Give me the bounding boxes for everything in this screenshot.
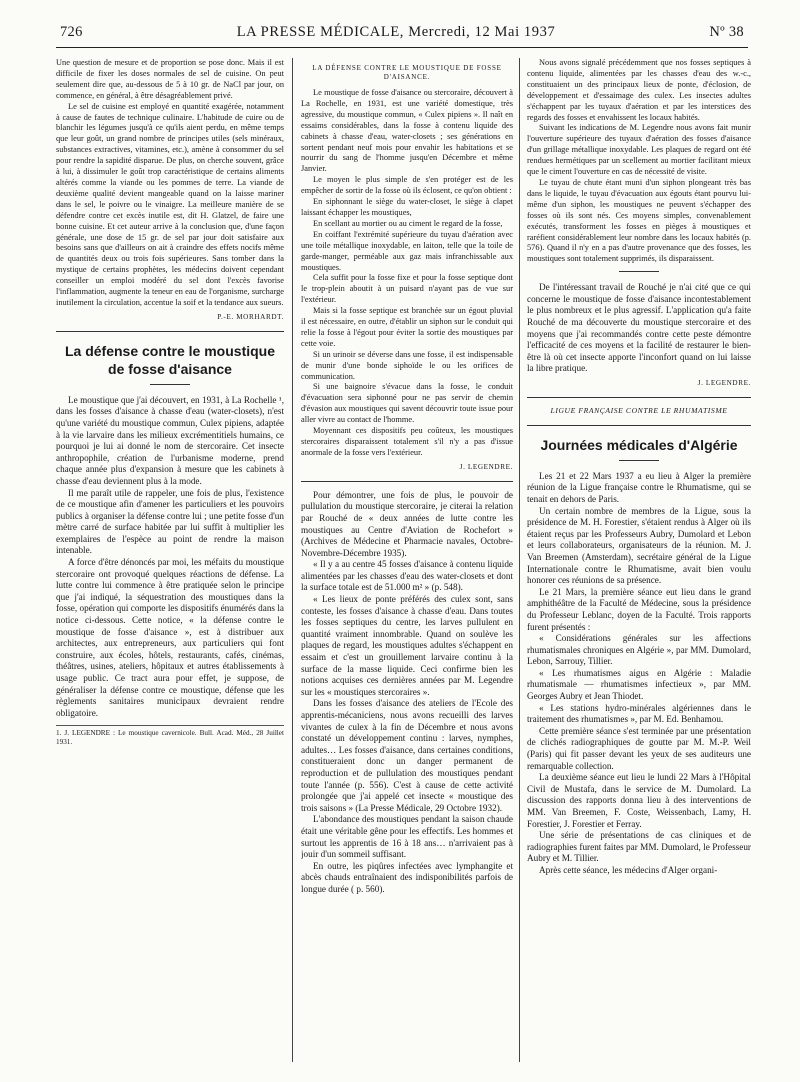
header-rule (56, 47, 748, 48)
column-2 (301, 58, 513, 1062)
article-title: Journées médicales d'Algérie (540, 436, 738, 453)
article-separator (56, 331, 284, 332)
paragraph: « Les stations hydro-minérales algériennes dans le traitement des rhumatismes », par M. Ed. Benhamou. (527, 702, 751, 725)
paragraph: Le moustique de fosse d'aisance ou stercoraire, découvert à La Rochelle, en 1931, est une variété domestique, très agressive, du moustique commun, « Culex pipiens ». Il naît en essaims considérables, dans la fosse à contenu liquide des cabinets à chasse d'eau, water-closets ; ses générations en sortent pendant neuf mois pour envahir les habitations et se nourrir du sang de l'homme jusqu'en Décembre et même Janvier. (301, 88, 513, 174)
article-title: La défense contre le moustique de fosse d'aisance (64, 342, 276, 377)
notice-title: LA DÉFENSE CONTRE LE MOUSTIQUE DE FOSSE D'AISANCE. (312, 64, 502, 81)
paragraph: Cela suffit pour la fosse fixe et pour la fosse septique dont le trop-plein aboutit à un puisard n'ayant pas de vue sur l'extérieur. (301, 273, 513, 305)
paragraph: Nous avons signalé précédemment que nos fosses septiques à contenu liquide, alimentées par les chasses d'eau des w.-c., constituaient un des principaux lieux de ponte, d'éclosion, de développement et d'essaimage des culex. Les insectes adultes s'échappent par les tuyaux d'aération et par les interstices des regards des fosses et envahissent les locaux habités. (527, 58, 751, 122)
paragraph: Le 21 Mars, la première séance eut lieu dans le grand amphithéâtre de la Faculté de Médecine, sous la présidence du Professeur Leblanc, doyen de la Faculté. Trois rapports furent présentés : (527, 586, 751, 632)
article-separator (527, 397, 751, 398)
heading-rule (527, 425, 751, 426)
paragraph: « Les rhumatismes aigus en Algérie : Maladie rhumatismale — rhumatismes infectieux », par MM. Georges Aubry et Jean Thiodet. (527, 667, 751, 702)
paragraph: En siphonnant le siège du water-closet, le siège à clapet laissant échapper les moustiques, (301, 197, 513, 217)
paragraph: « Considérations générales sur les affections rhumatismales chroniques en Algérie », par MM. Dumolard, Lebon, Sarrouy, Tillier. (527, 633, 751, 667)
paragraph: En scellant au mortier ou au ciment le regard de la fosse, (313, 218, 503, 228)
footnote: 1. J. LEGENDRE : Le moustique cavernicole. Bull. Acad. Méd., 28 Juillet 1931. (56, 725, 284, 747)
column-3 (527, 58, 751, 1062)
paragraph: « Les lieux de ponte préférés des culex sont, sans conteste, les fosses d'aisance à chasse d'eau. Dans toutes les fosses septiques du centre, les larves pullulent en quantité vraiment innombrable. Quand on soulève les plaques de regard, les moustiques adultes s'échappent en essaim et c'est un grouillement larvaire continu à la surface de la masse liquide. Ceci confirme bien les notions acquises ces dernières années par M. Legendre sur les « moustiques stercoraires ». (301, 594, 513, 697)
issue-number: Nº 38 (709, 24, 744, 40)
author-signature: P.-E. MORHARDT. (217, 312, 284, 321)
conclusion-paragraph: De l'intéressant travail de Rouché je n'ai cité que ce qui concerne le moustique de fosse d'aisance incontestablement le plus nombreux et le plus agressif. L'application qu'a faite Rouché de ma découverte du moustique stercoraire et des moyens que j'ai recommandés contre cette peste démontre l'efficacité de ces moyens et la facilité de restaurer le bien-être là où cet insecte apporte l'inconfort quand on lui laisse la libre pratique. (527, 282, 751, 374)
paragraph: En outre, les piqûres infectées avec lymphangite et abcès chauds entraînaient des indisponibilités parfois de longue durée ( p. 560). (301, 860, 513, 894)
paragraph: Suivant les indications de M. Legendre nous avons fait munir l'ouverture supérieure des tuyaux d'aération des fosses d'aisance d'un grillage métallique inoxydable. Les plaques de regard ont été rendues hermétiques par un scellement au mortier facilitant mieux que le ciment l'ouverture en cas de nécessité de visite. (527, 123, 751, 177)
paragraph: Un certain nombre de membres de la Ligue, sous la présidence de M. H. Forestier, s'étaient rendus à Alger où ils étaient reçus par les Professeurs Aubry, Dumolard et Lebon et leurs collaborateurs, organisateurs de la réunion. M. J. Van Breemen (Amsterdam), secrétaire général de la Ligue Internationale contre le Rhumatisme, avait bien voulu honorer ces réunions de sa présence. (527, 505, 751, 586)
column-divider (519, 58, 520, 1062)
paragraph: Cette première séance s'est terminée par une présentation de clichés radiographiques de goutte par M. M.-P. Weil (Paris) qui fit passer devant les yeux de ses auditeurs une remarquable collection. (527, 725, 751, 771)
paragraph: Pour démontrer, une fois de plus, le pouvoir de pullulation du moustique stercoraire, je citerai la relation par Rouché de « deux années de lutte contre les moustiques au Centre d'Aviation de Rochefort » (Archives de Médecine et Pharmacie navales, Octobre-Novembre-Décembre 1935). (301, 489, 513, 558)
paragraph: Après cette séance, les médecins d'Alger organi- (539, 864, 718, 875)
paragraph: Mais si la fosse septique est branchée sur un égout pluvial il est nécessaire, en outre, d'établir un siphon sur le conduit qui relie la fosse à l'égout pour éviter la sortie des moustiques par cette voie. (301, 306, 513, 348)
column-1 (56, 58, 284, 1062)
paragraph: Les 21 et 22 Mars 1937 a eu lieu à Alger la première réunion de la Ligue française contre le Rhumatisme, qui se tenait en dehors de Paris. (527, 470, 751, 504)
paragraph: Le moustique que j'ai découvert, en 1931, à La Rochelle ¹, dans les fosses d'aisance à chasse d'eau (water-closets), n'est qu'une variété du moustique commun, Culex pipiens, adaptée à la vie larvaire dans les milieux excrémentitiels humains, ce pourquoi je lui ai donné le nom de stercoraire. Cet insecte anthropophile, création de l'urbanisme moderne, prend chaque année plus d'expansion à mesure que les cabinets à chasse d'eau deviennent plus à la mode. (56, 394, 284, 486)
paragraph: L'abondance des moustiques pendant la saison chaude était une véritable gêne pour les effectifs. Les hommes et surtout les apprentis de 16 à 18 ans… n'arrivaient pas à jouir d'un sommeil suffisant. (301, 814, 513, 860)
author-signature: J. LEGENDRE. (459, 462, 513, 471)
notice-separator (301, 481, 513, 482)
section-rule (619, 271, 659, 272)
paragraph: Si un urinoir se déverse dans une fosse, il est indispensable de munir d'une bonde siphoïde le ou les orifices de communication. (301, 349, 513, 381)
paragraph: A force d'être dénoncés par moi, les méfaits du moustique stercoraire ont provoqué quelques réactions de défense. La lutte contre lui commence à être pratiquée selon le principe que j'ai indiqué, la séquestration des moustiques dans la fosse, opération qui comporte les dispositifs énumérés dans la notice ci-dessous. Cette notice, « la défense contre le moustique de fosse d'aisance », est à distribuer aux architectes, aux entrepreneurs, aux particuliers qui font construire, aux écoles, hôtels, restaurants, cafés, cinémas, théâtres, usines, ateliers, hôpitaux et autres établissements à usage public. Ce tract aura pour effet, je suppose, de généraliser la défense contre ce moustique, défense que les règlements sanitaires municipaux devraient rendre obligatoire. (56, 557, 284, 718)
paragraph: Le sel de cuisine est employé en quantité exagérée, notamment à cause de fautes de technique culinaire. L'habitude de cuire ou de blanchir les légumes jusqu'à ce qu'ils aient perdu, en même temps que leur goût, un grand nombre de principes utiles (sels minéraux, substances extractives, vitamines, etc.), amène à consommer du sel pour rendre la sapidité disparue. De plus, on cherche souvent, grâce à lui, à dissimuler le goût trop caractéristique de certains aliments altérés comme la viande ou les pommes de terre. La viande de deuxième qualité devient mangeable quand on la laisse mariner dans le sel, le poivre ou le vinaigre. La meilleure manière de se défendre contre cet excès inutile est, dit H. Glatzel, de faire une bonne cuisine. Et cet auteur arrive à la conclusion que, d'une façon générale, une dose de 15 gr. de sel par jour doit satisfaire aux besoins sans que d'ailleurs on ait à craindre des effets nocifs même de quantités deux ou trois fois supérieures. Sans tomber dans la mystique de certains prophètes, les médecins doivent cependant conseiller un emploi modéré du sel dont l'excès favorise l'inflammation, augmente la teneur en eau de l'organisme, surcharge inutilement la circulation, accentue la soif et la tendance aux sueurs. (56, 101, 284, 307)
paragraph: Moyennant ces dispositifs peu coûteux, les moustiques stercoraires disparaissent totalement s'il n'y a pas d'issue anormale de la fosse vers l'extérieur. (301, 426, 513, 457)
paragraph: « Il y a au centre 45 fosses d'aisance à contenu liquide alimentées par les chasses d'eau des water-closets et dont la surface totale est de 51.000 m² » (p. 548). (301, 559, 513, 593)
paragraph: La deuxième séance eut lieu le lundi 22 Mars à l'Hôpital Civil de Mustafa, dans le service de M. Dumolard. La discussion des rapports donna lieu à des interventions de MM. Van Breemen, F. Coste, Weissenbach, Lamy, H. Forestier, J. Forestier et Ferray. (527, 772, 751, 829)
author-signature: J. LEGENDRE. (697, 378, 751, 387)
page-number: 726 (60, 24, 83, 40)
paragraph: Le moyen le plus simple de s'en protéger est de les empêcher de sortir de la fosse où ils éclosent, ce qu'on obtient : (301, 175, 513, 196)
column-divider (292, 58, 293, 1062)
paragraph: Il me paraît utile de rappeler, une fois de plus, l'existence de ce moustique afin d'amener les particuliers et les pouvoirs publics à organiser la défense contre lui ; une petite fosse d'un mètre carré de surface habitée par lui suffit à multiplier les exemplaires de l'espèce au point de rendre la maison intenable. (56, 487, 284, 556)
paragraph: Une série de présentations de cas cliniques et de radiographies furent faites par MM. Dumolard, le Professeur Aubry et M. Tillier. (527, 830, 751, 864)
title-rule (619, 460, 659, 461)
journal-title: LA PRESSE MÉDICALE, Mercredi, 12 Mai 1937 (236, 24, 556, 40)
page-header (60, 24, 744, 44)
paragraph: En coiffant l'extrémité supérieure du tuyau d'aération avec une toile métallique inoxydable, en laiton, telle que la toile de garde-manger, perméable aux gaz mais infranchissable aux moustiques. (301, 229, 513, 272)
title-rule (150, 384, 190, 385)
paragraph: Le tuyau de chute étant muni d'un siphon plongeant très bas dans le liquide, le tuyau d'évacuation aux égouts étant pourvu lui-même d'un siphon, les moustiques ne peuvent s'échapper des fosses où ils sont nés. Ces moyens simples, convenablement exécutés, transforment les fosses en pièges à moustiques et raréfient considérablement leur nombre dans les locaux habités (p. 576). Quand il n'y en a pas d'autre provenance que des fosses, les moustiques sont totalement supprimés, ils disparaissent. (527, 177, 751, 264)
paragraph: Une question de mesure et de proportion se pose donc. Mais il est difficile de fixer les doses normales de sel de cuisine. On peut seulement dire que, au-dessous de 5 à 10 gr. de NaCl par jour, on commence, en général, à être désagréablement privé. (56, 58, 284, 100)
paragraph: Si une baignoire s'évacue dans la fosse, le conduit d'évacuation sera siphonné pour ne pas servir de chemin d'évasion aux moustiques qui savent découvrir toute issue pour aller vivre au contact de l'homme. (301, 382, 513, 425)
league-heading: LIGUE FRANÇAISE CONTRE LE RHUMATISME (550, 405, 728, 415)
paragraph: Dans les fosses d'aisance des ateliers de l'Ecole des apprentis-mécaniciens, nous avons recueilli des larves vivantes de culex à la fin de Décembre et nous avons constaté un développement continu : larves, nymphes, adultes… Les fosses d'aisance, dans certaines conditions, constitueraient donc un danger permanent de reproduction et de pullulation des moustiques pendant toute l'année (p. 556). C'est à cause de cette activité prolongée que j'ai appelé cet insecte « moustique des trois saisons » (La Presse Médicale, 29 Octobre 1932). (301, 698, 513, 813)
